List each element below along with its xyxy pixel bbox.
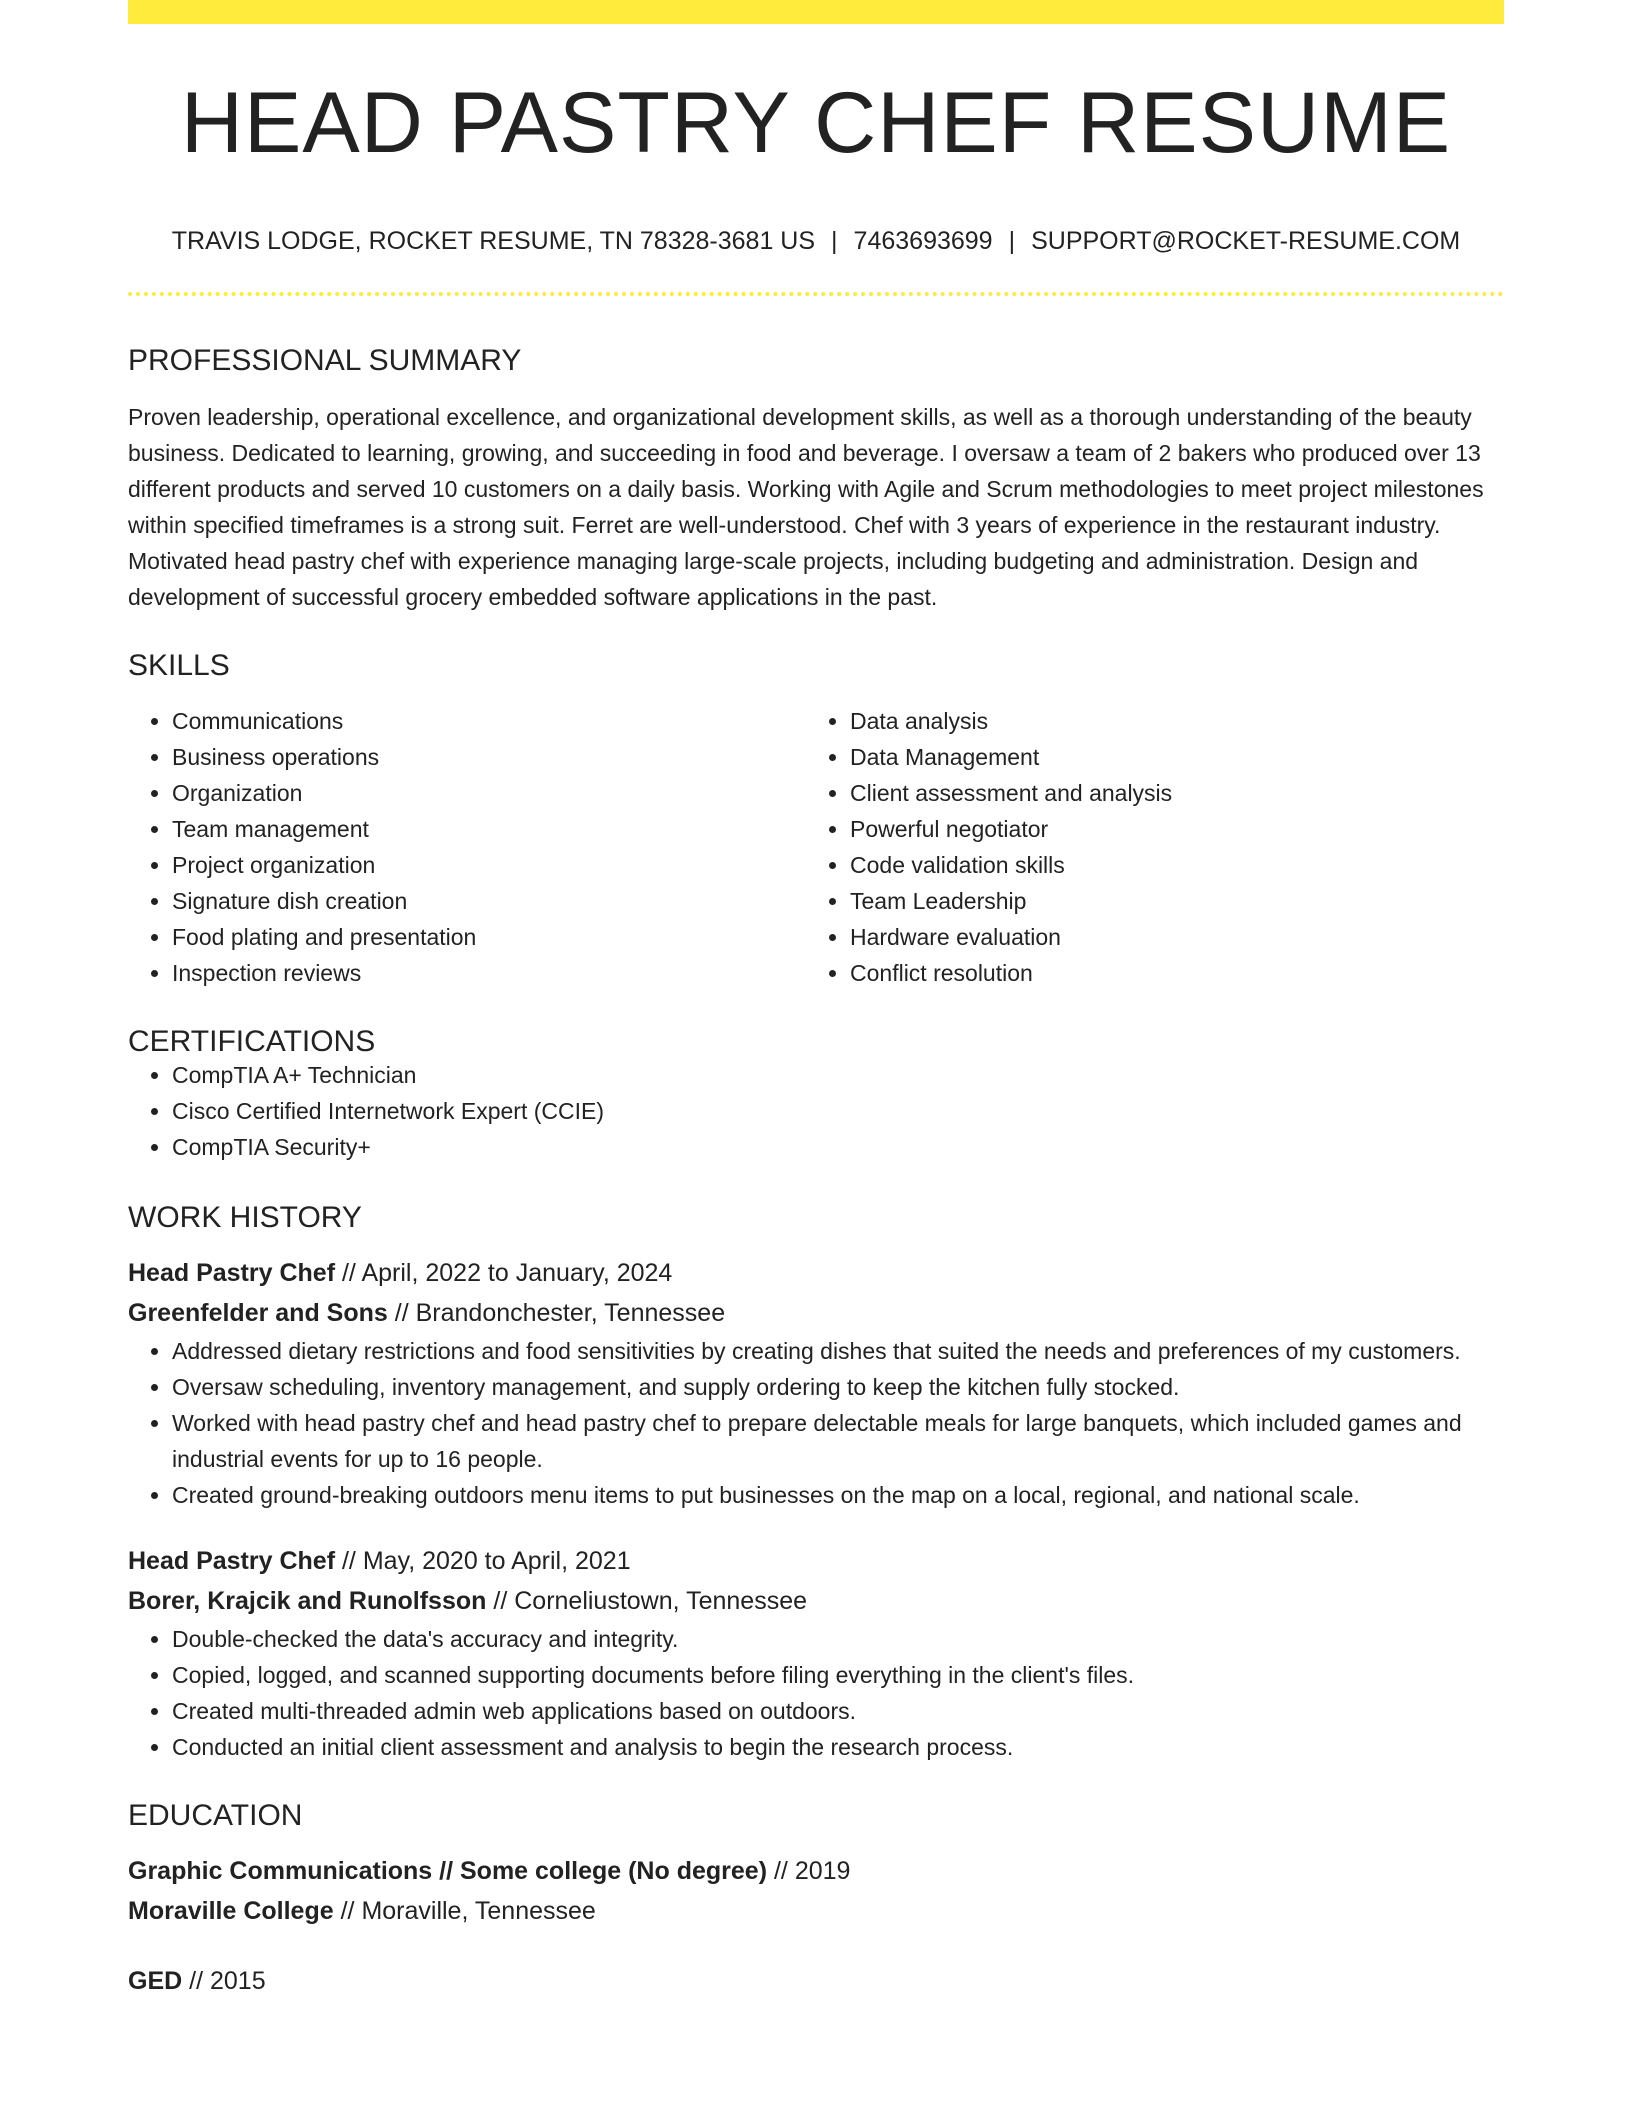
job-company-line bbox=[128, 1293, 1504, 1333]
skill-item: • Client assessment and analysis bbox=[850, 775, 1504, 811]
skills-list-left bbox=[128, 703, 806, 991]
job-bullet: • Copied, logged, and scanned supporting documents before filing everything in the client's files. bbox=[172, 1657, 1504, 1693]
contact-line bbox=[128, 229, 1504, 254]
skill-item: • Code validation skills bbox=[850, 847, 1504, 883]
summary-text: Proven leadership, operational excellence, and organizational development skills, as well as a thorough understanding of the beauty business. Dedicated to learning, growing, and succeeding in food and beverage. I oversaw a team of 2 bakers who produced over 13 different products and served 10 customers on a daily basis. Working with Agile and Scrum methodologies to meet project milestones within specified timeframes is a strong suit. Ferret are well-understood. Chef with 3 years of experience in the restaurant industry. Motivated head pastry chef with experience managing large-scale projects, including budgeting and administration. Design and development of successful grocery embedded software applications in the past. bbox=[128, 404, 1484, 610]
contact-address: TRAVIS LODGE, ROCKET RESUME, TN 78328-3681 US bbox=[171, 227, 816, 255]
section-title-summary: PROFESSIONAL SUMMARY bbox=[128, 344, 522, 377]
skill-item: • Food plating and presentation bbox=[172, 919, 806, 955]
section-title-education: EDUCATION bbox=[128, 1799, 303, 1832]
contact-separator: | bbox=[831, 227, 838, 255]
job-role-line bbox=[128, 1253, 1504, 1293]
education-year: 2015 bbox=[210, 1967, 266, 1995]
job-bullet: • Created ground-breaking outdoors menu items to put businesses on the map on a local, regional, and national scale. bbox=[172, 1477, 1504, 1513]
skill-item: • Project organization bbox=[172, 847, 806, 883]
job-bullet: • Oversaw scheduling, inventory management, and supply ordering to keep the kitchen fully stocked. bbox=[172, 1369, 1504, 1405]
skills-columns bbox=[128, 703, 1504, 991]
section-title-skills: SKILLS bbox=[128, 649, 230, 682]
skill-item: • Conflict resolution bbox=[850, 955, 1504, 991]
certifications-list bbox=[128, 1057, 1504, 1165]
section-title-certifications: CERTIFICATIONS bbox=[128, 1025, 376, 1058]
contact-phone[interactable]: 7463693699 bbox=[853, 227, 993, 255]
job-bullet: • Addressed dietary restrictions and food sensitivities by creating dishes that suited the needs and preferences of my customers. bbox=[172, 1333, 1504, 1369]
education-separator: // bbox=[773, 1857, 788, 1885]
job-role: Head Pastry Chef bbox=[128, 1259, 336, 1287]
job-bullet: • Created multi-threaded admin web applications based on outdoors. bbox=[172, 1693, 1504, 1729]
skill-item: • Inspection reviews bbox=[172, 955, 806, 991]
job-company-line bbox=[128, 1581, 1504, 1621]
contact-separator: | bbox=[1008, 227, 1016, 255]
resume-page bbox=[128, 0, 1504, 2001]
job-dates: May, 2020 to April, 2021 bbox=[362, 1547, 631, 1575]
resume-title: HEAD PASTRY CHEF RESUME bbox=[180, 75, 1452, 171]
job-separator: // bbox=[341, 1259, 356, 1287]
job-role-line bbox=[128, 1541, 1504, 1581]
job-bullet: • Double-checked the data's accuracy and integrity. bbox=[172, 1621, 1504, 1657]
job-dates: April, 2022 to January, 2024 bbox=[361, 1259, 673, 1287]
job-separator: // bbox=[394, 1299, 409, 1327]
skill-item: • Communications bbox=[172, 703, 806, 739]
job-company: Greenfelder and Sons bbox=[128, 1299, 388, 1327]
skill-item: • Data analysis bbox=[850, 703, 1504, 739]
certification-item: • Cisco Certified Internetwork Expert (CCIE) bbox=[172, 1093, 1504, 1129]
skill-item: • Powerful negotiator bbox=[850, 811, 1504, 847]
education-location: Moraville, Tennessee bbox=[361, 1897, 596, 1925]
education-year: 2019 bbox=[794, 1857, 851, 1885]
certification-item: • CompTIA A+ Technician bbox=[172, 1057, 1504, 1093]
education-degree: GED bbox=[128, 1967, 183, 1995]
contact-email[interactable]: SUPPORT@ROCKET-RESUME.COM bbox=[1031, 227, 1461, 255]
top-accent-bar bbox=[128, 0, 1504, 24]
education-degree: Graphic Communications // Some college (No degree) bbox=[128, 1857, 768, 1885]
job-bullet: • Worked with head pastry chef and head pastry chef to prepare delectable meals for large banquets, which included games and industrial events for up to 16 people. bbox=[172, 1405, 1504, 1477]
skill-item: • Team Leadership bbox=[850, 883, 1504, 919]
job-separator: // bbox=[493, 1587, 508, 1615]
skill-item: • Data Management bbox=[850, 739, 1504, 775]
education-school-line bbox=[128, 1891, 1504, 1931]
job-bullet: • Conducted an initial client assessment and analysis to begin the research process. bbox=[172, 1729, 1504, 1765]
skill-item: • Business operations bbox=[172, 739, 806, 775]
skill-item: • Organization bbox=[172, 775, 806, 811]
education-degree-line bbox=[128, 1851, 1504, 1891]
education-school: Moraville College bbox=[128, 1897, 334, 1925]
job-company: Borer, Krajcik and Runolfsson bbox=[128, 1587, 487, 1615]
job-location: Brandonchester, Tennessee bbox=[415, 1299, 726, 1327]
certification-item: • CompTIA Security+ bbox=[172, 1129, 1504, 1165]
education-separator: // bbox=[340, 1897, 355, 1925]
skill-item: • Hardware evaluation bbox=[850, 919, 1504, 955]
job-location: Corneliustown, Tennessee bbox=[514, 1587, 808, 1615]
job-role: Head Pastry Chef bbox=[128, 1547, 336, 1575]
skill-item: • Signature dish creation bbox=[172, 883, 806, 919]
job-separator: // bbox=[341, 1547, 356, 1575]
education-separator: // bbox=[189, 1967, 204, 1995]
section-title-work-history: WORK HISTORY bbox=[128, 1201, 362, 1234]
job-bullets bbox=[128, 1333, 1504, 1513]
education-degree-line bbox=[128, 1961, 1504, 2001]
dotted-divider bbox=[128, 292, 1504, 296]
job-bullets bbox=[128, 1621, 1504, 1765]
skill-item: • Team management bbox=[172, 811, 806, 847]
skills-list-right bbox=[806, 703, 1504, 991]
